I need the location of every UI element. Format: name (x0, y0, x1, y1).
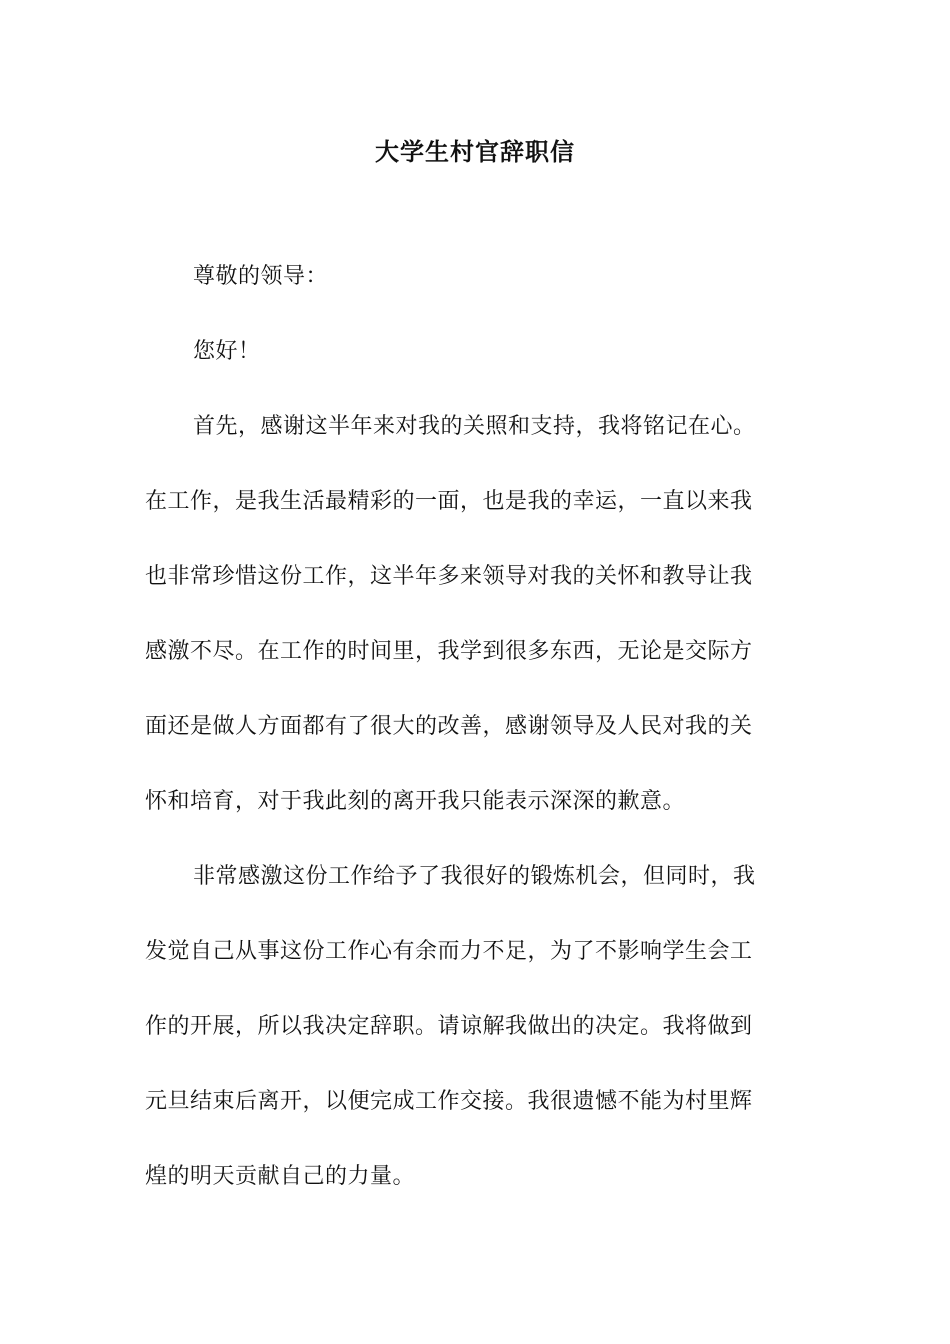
salutation: 尊敬的领导： (193, 264, 329, 289)
paragraph-line: 非常感激这份工作给予了我很好的锻炼机会，但同时，我 (193, 864, 756, 889)
paragraph-line: 发觉自己从事这份工作心有余而力不足，为了不影响学生会工 (145, 939, 753, 964)
letter-body (145, 259, 807, 1234)
paragraph-line: 怀和培育，对于我此刻的离开我只能表示深深的歉意。 (145, 789, 686, 814)
paragraph-line: 感激不尽。在工作的时间里，我学到很多东西，无论是交际方 (145, 639, 753, 664)
paragraph-line: 首先，感谢这半年来对我的关照和支持，我将铭记在心。 (193, 414, 756, 439)
paragraph-line: 煌的明天贡献自己的力量。 (145, 1164, 416, 1189)
paragraph-line: 面还是做人方面都有了很大的改善，感谢领导及人民对我的关 (145, 714, 753, 739)
paragraph-line: 元旦结束后离开，以便完成工作交接。我很遗憾不能为村里辉 (145, 1089, 753, 1114)
paragraph-line: 也非常珍惜这份工作，这半年多来领导对我的关怀和教导让我 (145, 564, 753, 589)
document-title: 大学生村官辞职信 (375, 137, 575, 166)
paragraph-line: 作的开展，所以我决定辞职。请谅解我做出的决定。我将做到 (145, 1014, 753, 1039)
paragraph-line: 在工作，是我生活最精彩的一面，也是我的幸运，一直以来我 (145, 489, 753, 514)
greeting: 您好！ (193, 339, 261, 364)
